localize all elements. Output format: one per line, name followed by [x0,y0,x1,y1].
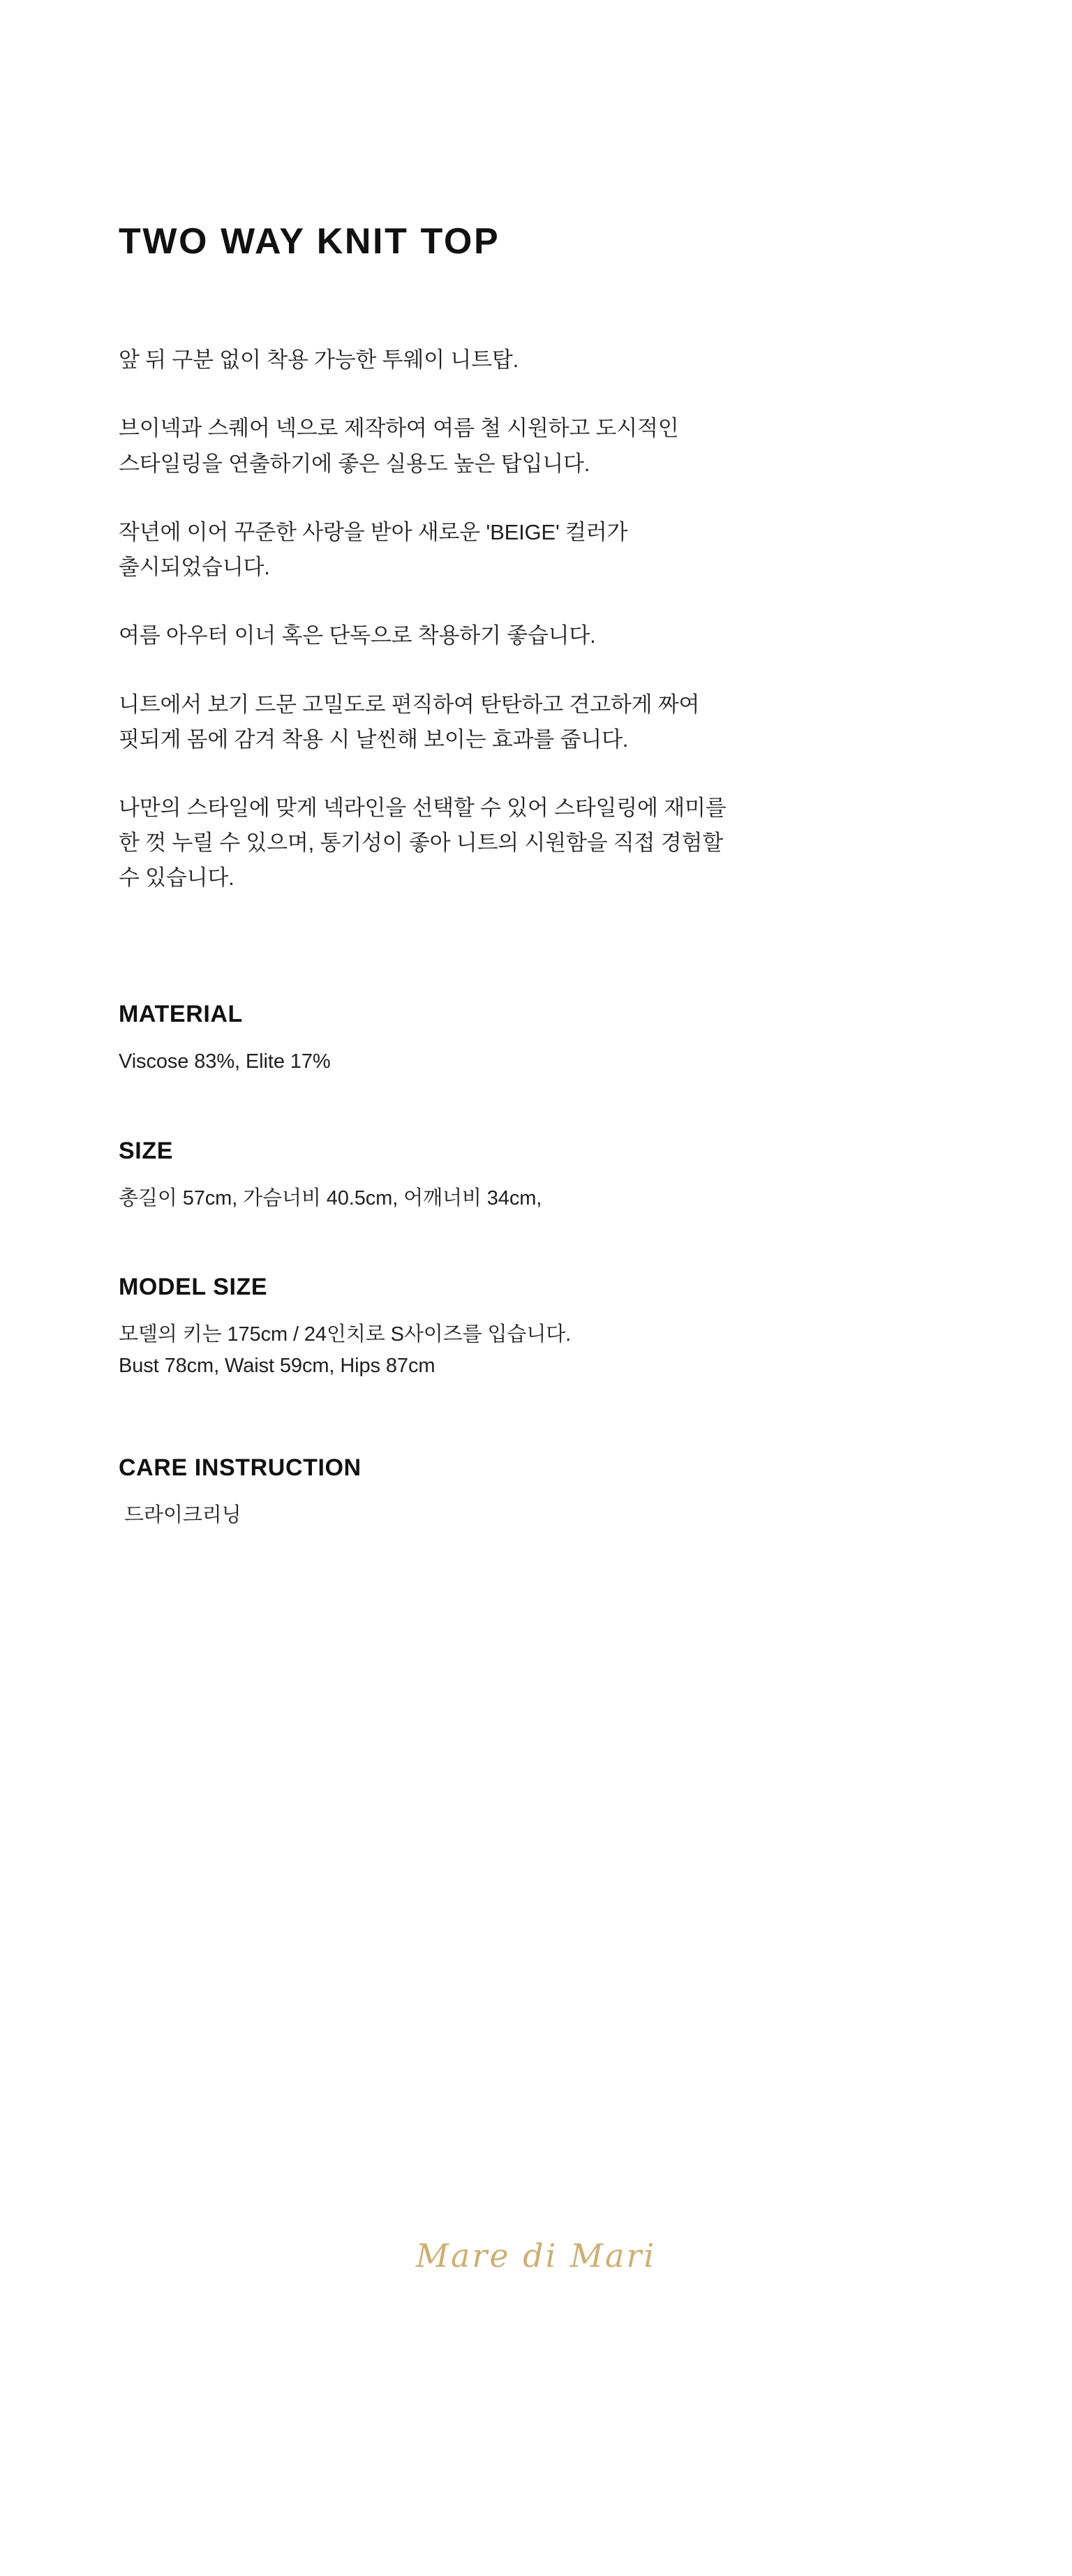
spec-size [119,1138,953,1214]
spec-line: 드라이크리닝 [124,1504,241,1527]
spec-care-instruction [119,1454,953,1531]
description-paragraph: 작년에 이어 꾸준한 사랑을 받아 새로운 'BEIGE' 컬러가 출시되었습니다. [119,519,628,580]
spec-heading-care-instruction: CARE INSTRUCTION [119,1454,362,1482]
spec-body-size [119,1183,953,1214]
spec-body-care-instruction [119,1500,953,1531]
spec-heading-material: MATERIAL [119,1000,243,1027]
spec-body-model-size [119,1319,953,1382]
description-paragraph: 니트에서 보기 드문 고밀도로 편직하여 탄탄하고 견고하게 짜여 핏되게 몸에 감겨 착용 시 날씬해 보이는 효과를 줍니다. [119,692,700,752]
description-paragraph: 앞 뒤 구분 없이 착용 가능한 투웨이 니트탑. [119,348,519,373]
brand-logo-text: Mare di Mari [415,2237,657,2275]
spec-model-size [119,1274,953,1382]
spec-line: Viscose 83%, Elite 17% [119,1050,331,1073]
spec-line: Bust 78cm, Waist 59cm, Hips 87cm [119,1355,436,1378]
description-paragraph: 브이넥과 스퀘어 넥으로 제작하여 여름 철 시원하고 도시적인 스타일링을 연출하기에 좋은 실용도 높은 탑입니다. [119,416,679,476]
spec-heading-model-size: MODEL SIZE [119,1274,268,1301]
description-paragraph: 나만의 스타일에 맞게 넥라인을 선택할 수 있어 스타일링에 재미를 한 껏 누릴 수 있으며, 통기성이 좋아 니트의 시원함을 직접 경험할 수 있습니다. [119,795,727,891]
product-description [119,343,953,895]
spec-line: 총길이 57cm, 가슴너비 40.5cm, 어깨너비 34cm, [119,1186,542,1209]
spec-line: 모델의 키는 175cm / 24인치로 S사이즈를 입습니다. [119,1323,572,1346]
spec-body-material [119,1046,953,1078]
brand-logo [0,2237,1072,2275]
spec-heading-size: SIZE [119,1137,173,1164]
product-specs [119,1001,953,1532]
page-title: TWO WAY KNIT TOP [119,221,500,262]
spec-material [119,1001,953,1078]
description-paragraph: 여름 아우터 이너 혹은 단독으로 착용하기 좋습니다. [119,623,596,648]
